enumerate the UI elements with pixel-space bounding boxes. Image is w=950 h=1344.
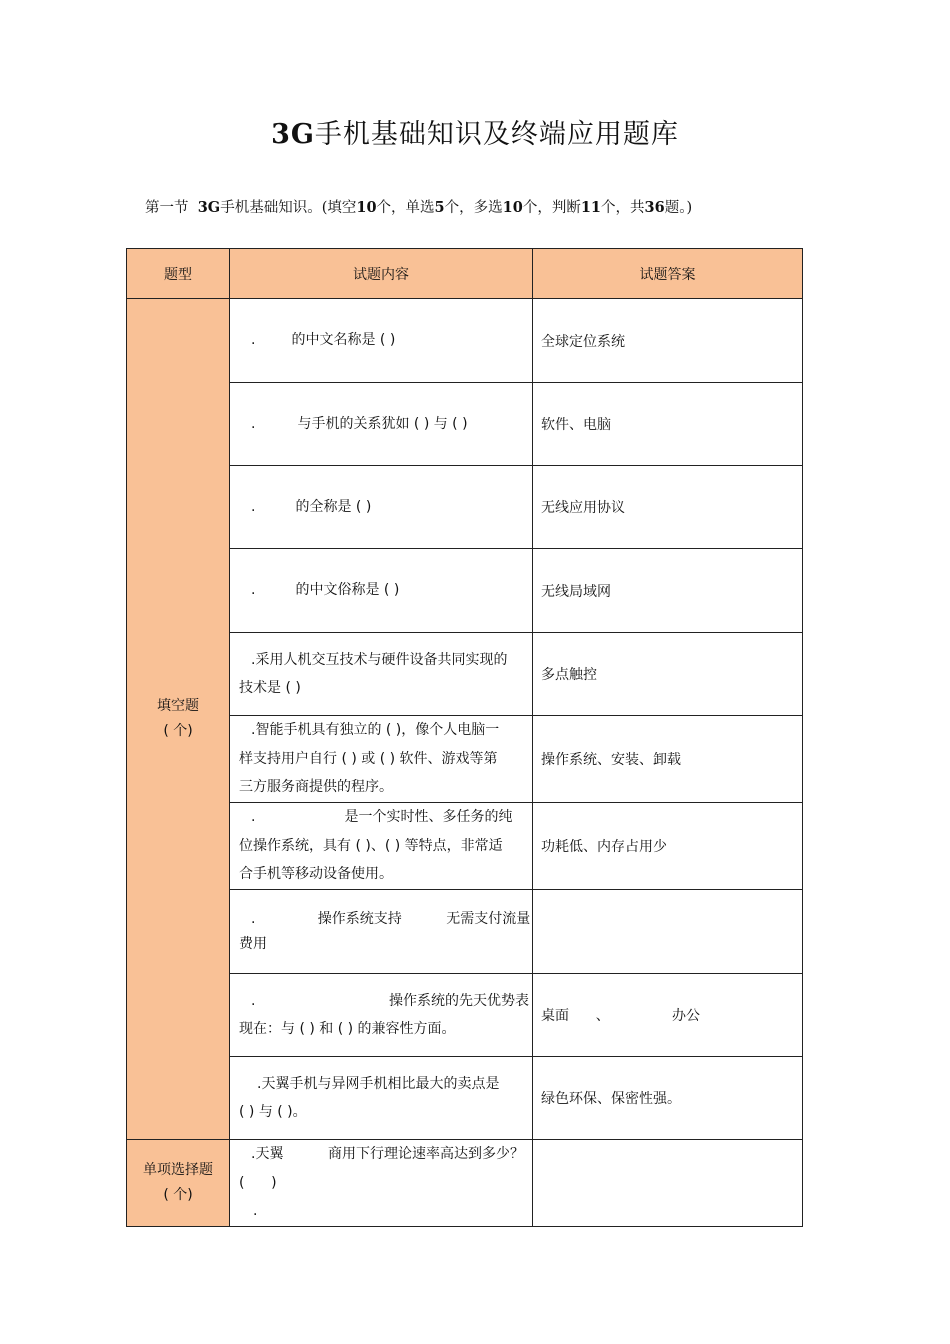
answer-cell [533,890,803,974]
header-type: 题型 [127,249,230,299]
question-cell: . 是一个实时性、多任务的纯 位操作系统，具有 ( )、( ) 等特点，非常适 合手机等移动设备使用。 [230,803,533,890]
question-cell: . 操作系统支持 无需支付流量 费用 [230,890,533,974]
answer-cell: 全球定位系统 [533,299,803,383]
answer-cell [533,1140,803,1227]
header-answer: 试题答案 [533,249,803,299]
answer-cell: 无线应用协议 [533,466,803,549]
header-content: 试题内容 [230,249,533,299]
type-cell-fill: 填空题 ( 个) [127,299,230,1140]
type-cell-single: 单项选择题 ( 个) [127,1140,230,1227]
answer-cell: 操作系统、安装、卸载 [533,716,803,803]
table-row [127,299,803,383]
table-header-row [127,249,803,299]
question-cell: . 的中文名称是 ( ) [230,299,533,383]
document-title: 3G手机基础知识及终端应用题库 [271,119,679,150]
question-cell: .天翼 商用下行理论速率高达到多少？ ( ) . [230,1140,533,1227]
question-cell: . 的中文俗称是 ( ) [230,549,533,633]
section-heading: 第一节 3G手机基础知识。(填空10个，单选5个，多选10个，判断11个，共36题。) [145,199,693,216]
answer-cell: 无线局域网 [533,549,803,633]
question-cell: . 与手机的关系犹如 ( ) 与 ( ) [230,383,533,466]
answer-cell: 软件、电脑 [533,383,803,466]
question-cell: . 的全称是 ( ) [230,466,533,549]
answer-cell: 绿色环保、保密性强。 [533,1057,803,1140]
question-table [126,248,803,1227]
answer-cell: 桌面 、 办公 [533,974,803,1057]
question-cell: .天翼手机与异网手机相比最大的卖点是 ( ) 与 ( )。 [230,1057,533,1140]
question-cell: . 操作系统的先天优势表 现在：与 ( ) 和 ( ) 的兼容性方面。 [230,974,533,1057]
answer-cell: 功耗低、内存占用少 [533,803,803,890]
question-cell: .采用人机交互技术与硬件设备共同实现的 技术是 ( ) [230,633,533,716]
table-row [127,1140,803,1227]
answer-cell: 多点触控 [533,633,803,716]
question-cell: .智能手机具有独立的 ( )，像个人电脑一 样支持用户自行 ( ) 或 ( ) 软件、游戏等第 三方服务商提供的程序。 [230,716,533,803]
